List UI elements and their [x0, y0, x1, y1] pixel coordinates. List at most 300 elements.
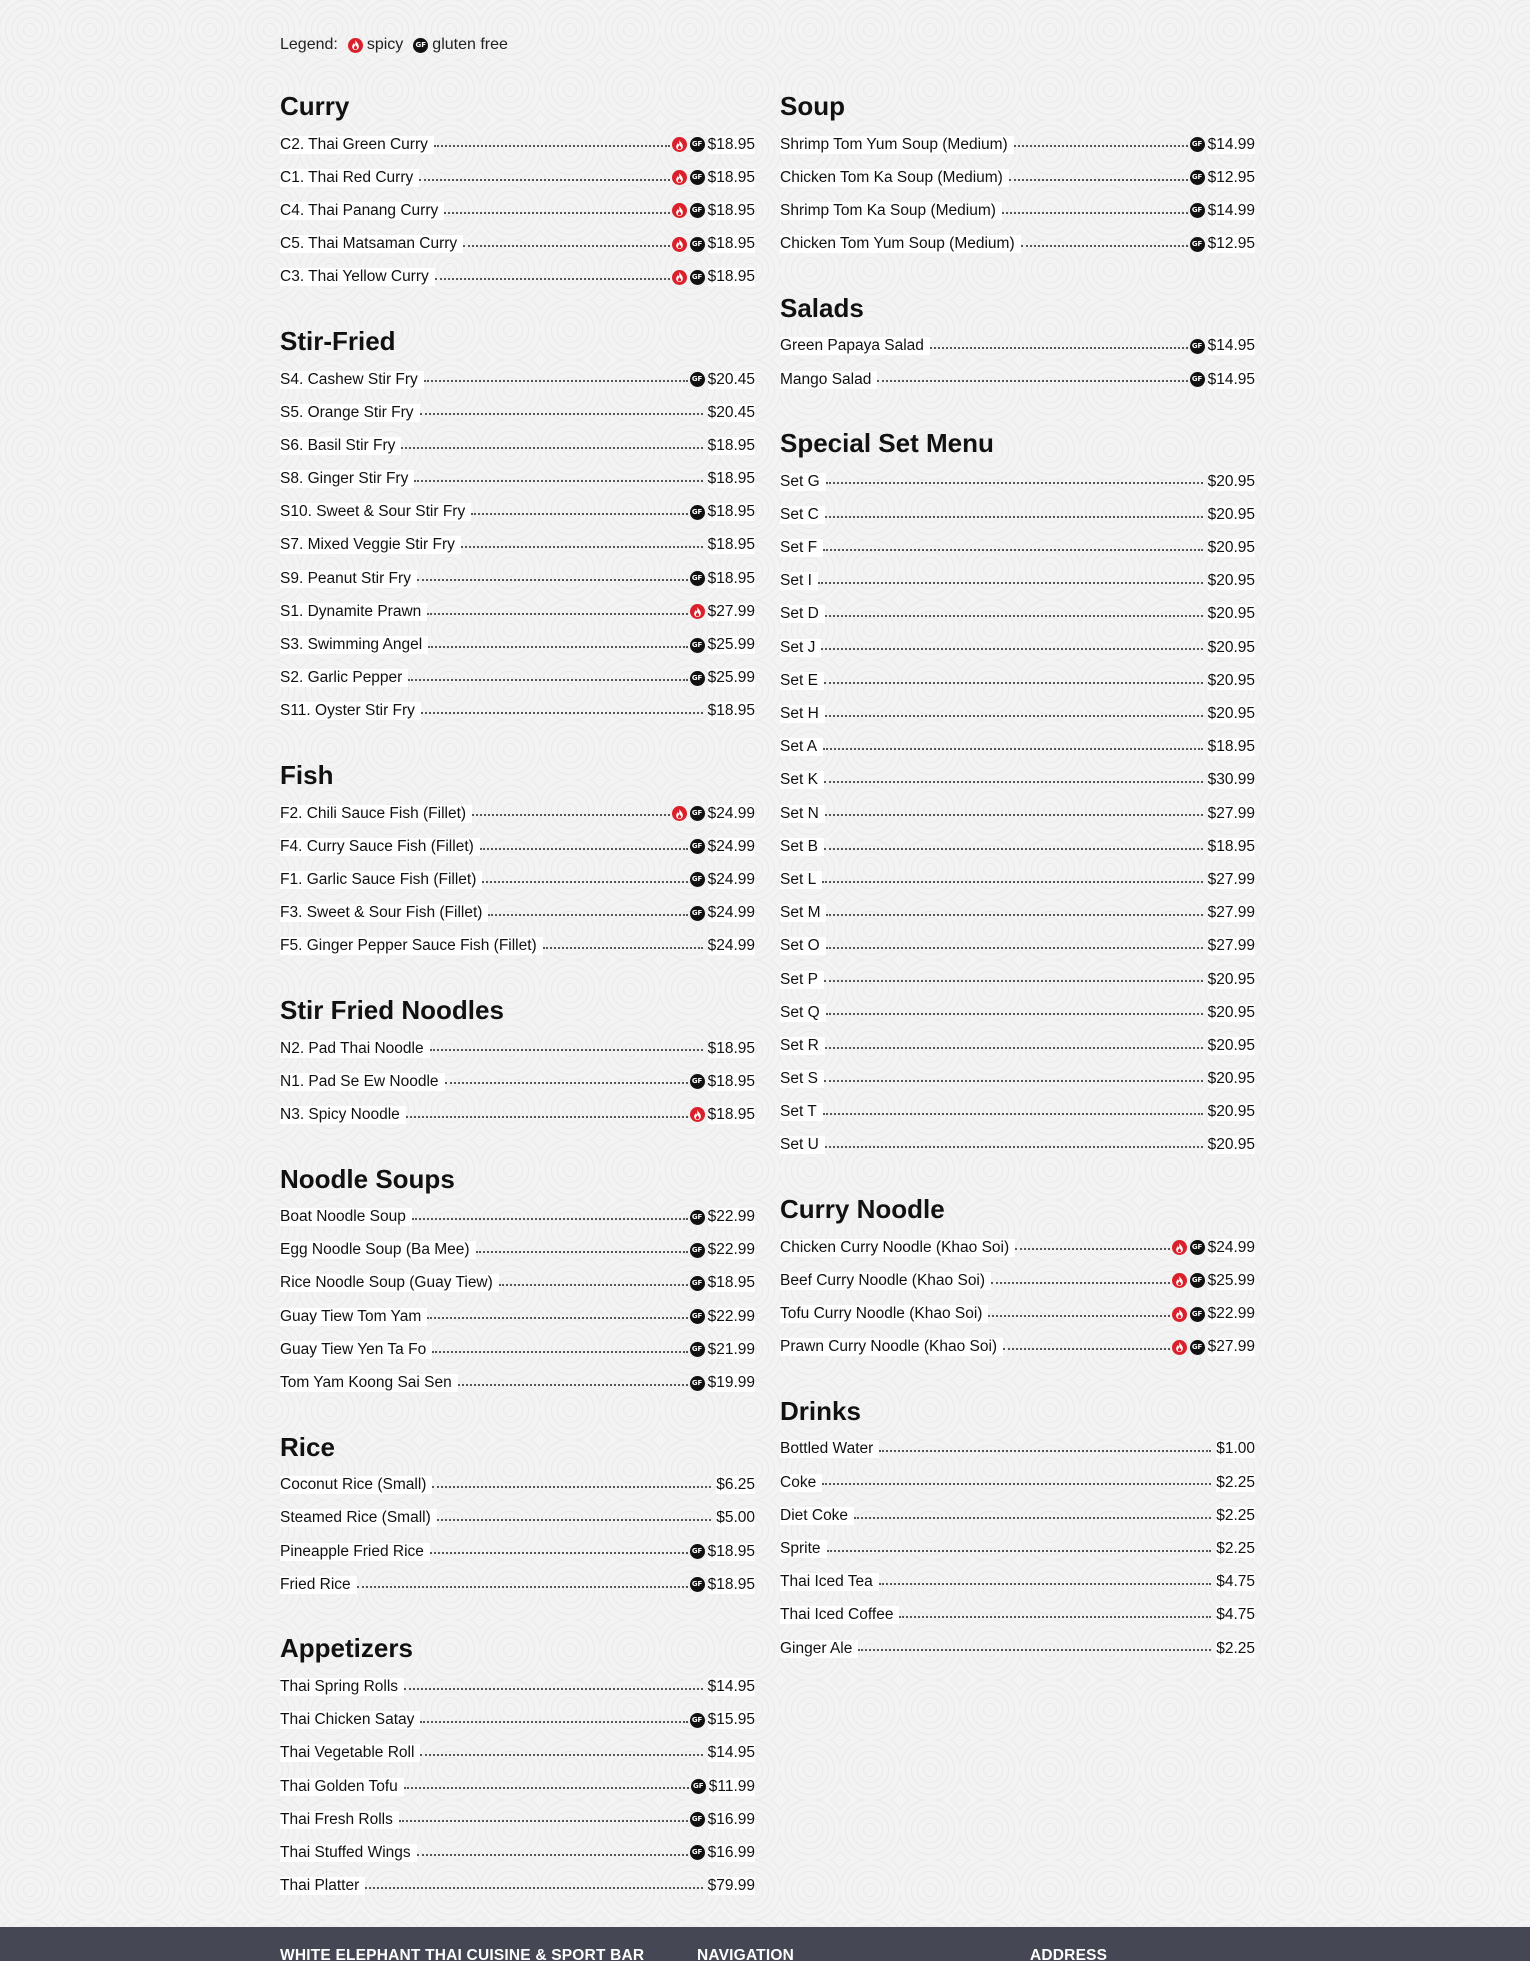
menu-item-price: $2.25 [1216, 1473, 1255, 1491]
menu-item [780, 797, 1255, 830]
dot-leader [401, 433, 702, 449]
menu-item [280, 562, 755, 595]
menu-item-name: Thai Stuffed Wings [280, 1844, 417, 1862]
dot-leader [435, 265, 670, 281]
menu-item-price: $1.00 [1216, 1440, 1255, 1458]
spicy-icon [672, 806, 687, 821]
dot-leader [824, 668, 1203, 684]
menu-item [280, 930, 755, 963]
menu-item-name: S11. Oyster Stir Fry [280, 702, 421, 720]
menu-item-price: $14.99 [1207, 135, 1255, 153]
menu-item [280, 897, 755, 930]
section-title: Soup [780, 91, 845, 121]
dot-leader [444, 198, 669, 214]
menu-item-price: $27.99 [1207, 1338, 1255, 1356]
dot-leader [488, 900, 687, 916]
menu-item [780, 631, 1255, 664]
gluten-free-icon: GF [690, 906, 705, 921]
menu-item-name: Tofu Curry Noodle (Khao Soi) [780, 1305, 988, 1323]
dot-leader [476, 1238, 688, 1254]
dot-leader [482, 867, 687, 883]
dietary-icons [690, 1210, 705, 1225]
menu-item-price: $20.95 [1207, 505, 1255, 523]
dietary-icons [690, 638, 705, 653]
dot-leader [430, 1036, 703, 1052]
menu-item [780, 830, 1255, 863]
dot-leader [825, 1133, 1203, 1149]
menu-item-price: $12.95 [1207, 235, 1255, 253]
gluten-free-icon: GF [1190, 1307, 1205, 1322]
menu-section [780, 288, 1255, 396]
dot-leader [823, 1100, 1203, 1116]
section-title: Appetizers [280, 1633, 413, 1664]
dietary-icons [672, 237, 705, 252]
menu-item-price: $27.99 [1207, 870, 1255, 888]
gluten-free-icon: GF [413, 38, 428, 53]
menu-item-name: Bottled Water [780, 1440, 879, 1458]
menu-item-price: $18.95 [707, 1039, 755, 1057]
menu-item-name: N1. Pad Se Ew Noodle [280, 1073, 445, 1091]
gluten-free-icon: GF [690, 1713, 705, 1728]
dietary-icons [690, 571, 705, 586]
dietary-icons [690, 1342, 705, 1357]
legend-spicy [348, 36, 403, 54]
menu-item-name: Boat Noodle Soup [280, 1208, 412, 1226]
menu-item [280, 1770, 755, 1803]
menu-item-name: Egg Noodle Soup (Ba Mee) [280, 1241, 476, 1259]
menu-item [780, 128, 1255, 161]
menu-item [780, 1029, 1255, 1062]
menu-item [280, 1201, 755, 1234]
menu-item-price: $20.95 [1207, 1036, 1255, 1054]
menu-item [780, 1264, 1255, 1297]
menu-item [780, 1532, 1255, 1565]
menu-item-price: $19.99 [707, 1374, 755, 1392]
dot-leader [991, 1268, 1170, 1284]
menu-item-name: Chicken Curry Noodle (Khao Soi) [780, 1239, 1015, 1257]
gluten-free-icon: GF [1190, 170, 1205, 185]
section-title: Salads [780, 292, 864, 323]
menu-item-price: $25.99 [1207, 1271, 1255, 1289]
gluten-free-icon: GF [690, 505, 705, 520]
gluten-free-icon: GF [690, 170, 705, 185]
gluten-free-icon: GF [1190, 1240, 1205, 1255]
menu-item-price: $14.95 [1207, 370, 1255, 388]
menu-item-price: $24.99 [707, 937, 755, 955]
menu-item-name: Set C [780, 506, 825, 524]
dot-leader [825, 602, 1203, 618]
spicy-icon [348, 38, 363, 53]
gluten-free-icon: GF [690, 872, 705, 887]
menu-item-price: $4.75 [1216, 1573, 1255, 1591]
dot-leader [1015, 1235, 1169, 1251]
menu-item-name: Chicken Tom Ka Soup (Medium) [780, 169, 1009, 187]
dot-leader [899, 1603, 1211, 1619]
menu-item [780, 897, 1255, 930]
menu-item-name: Set P [780, 971, 824, 989]
menu-item-name: F3. Sweet & Sour Fish (Fillet) [280, 904, 488, 922]
dot-leader [825, 701, 1203, 717]
menu-column-left [280, 86, 755, 1930]
menu-item-name: Shrimp Tom Ka Soup (Medium) [780, 202, 1002, 220]
menu-item-price: $15.95 [707, 1711, 755, 1729]
dot-leader [826, 934, 1203, 950]
dot-leader [434, 132, 670, 148]
dietary-icons [1190, 203, 1205, 218]
menu-item-price: $6.25 [716, 1476, 755, 1494]
menu-item [780, 731, 1255, 764]
menu-item [280, 797, 755, 830]
menu-item [780, 330, 1255, 363]
menu-item [280, 463, 755, 496]
menu-item-name: Set F [780, 539, 823, 557]
dietary-icons [690, 1309, 705, 1324]
menu-section [280, 755, 755, 963]
menu-item-name: Set E [780, 672, 824, 690]
menu-item-price: $27.99 [1207, 804, 1255, 822]
menu-item-name: F5. Ginger Pepper Sauce Fish (Fillet) [280, 937, 543, 955]
dot-leader [404, 1674, 703, 1690]
menu-item-price: $20.95 [1207, 705, 1255, 723]
menu-item-price: $14.95 [707, 1677, 755, 1695]
dietary-icons [690, 1713, 705, 1728]
menu-item-price: $27.99 [1207, 937, 1255, 955]
menu-section [780, 423, 1255, 1162]
menu-item-price: $25.99 [707, 669, 755, 687]
menu-item-name: Set R [780, 1037, 825, 1055]
dietary-icons [690, 372, 705, 387]
menu-item [280, 628, 755, 661]
menu-item [280, 1836, 755, 1869]
dietary-icons [690, 1812, 705, 1827]
section-title: Curry [280, 91, 350, 121]
menu-item [280, 228, 755, 261]
gluten-free-icon: GF [690, 137, 705, 152]
section-title: Fish [280, 760, 334, 790]
dot-leader [879, 1569, 1211, 1585]
dietary-icons [690, 671, 705, 686]
menu-item-price: $18.95 [707, 168, 755, 186]
footer-brand: WHITE ELEPHANT THAI CUISINE & SPORT BAR [280, 1947, 645, 1961]
dot-leader [822, 1470, 1211, 1486]
dot-leader [480, 834, 688, 850]
dietary-icons [690, 872, 705, 887]
dot-leader [1002, 198, 1188, 214]
dot-leader [432, 1472, 711, 1488]
dietary-icons [690, 1276, 705, 1291]
dot-leader [824, 1066, 1203, 1082]
menu-item-name: Sprite [780, 1540, 827, 1558]
dot-leader [822, 867, 1202, 883]
menu-item-price: $18.95 [707, 536, 755, 554]
menu-item [280, 1704, 755, 1737]
menu-item-name: C3. Thai Yellow Curry [280, 268, 435, 286]
menu-item-name: Set S [780, 1070, 824, 1088]
menu-item [780, 194, 1255, 227]
menu-item-name: F4. Curry Sauce Fish (Fillet) [280, 838, 480, 856]
menu-item-price: $18.95 [707, 1575, 755, 1593]
menu-item-price: $18.95 [707, 470, 755, 488]
dietary-icons [690, 1544, 705, 1559]
menu-item-price: $18.95 [707, 436, 755, 454]
menu-item-name: Prawn Curry Noodle (Khao Soi) [780, 1338, 1003, 1356]
menu-item-name: Rice Noodle Soup (Guay Tiew) [280, 1274, 499, 1292]
menu-item [280, 161, 755, 194]
menu-item [780, 465, 1255, 498]
dot-leader [417, 1840, 688, 1856]
dietary-icons [690, 1107, 705, 1122]
menu-item-price: $18.95 [1207, 837, 1255, 855]
menu-item-price: $27.99 [707, 602, 755, 620]
dot-leader [414, 466, 702, 482]
menu-item-price: $24.99 [707, 804, 755, 822]
dot-leader [821, 635, 1202, 651]
menu-item-name: Thai Fresh Rolls [280, 1811, 399, 1829]
menu-item-price: $22.99 [707, 1241, 755, 1259]
dot-leader [930, 334, 1188, 350]
menu-item-name: Set G [780, 473, 826, 491]
menu-item [780, 228, 1255, 261]
menu-item-price: $4.75 [1216, 1606, 1255, 1624]
menu-item-name: Set O [780, 937, 826, 955]
legend-gluten-free [413, 36, 508, 54]
gluten-free-icon: GF [690, 671, 705, 686]
menu-item-price: $20.95 [1207, 1136, 1255, 1154]
dot-leader [430, 1539, 688, 1555]
menu-item-name: S5. Orange Stir Fry [280, 404, 420, 422]
dot-leader [420, 1707, 687, 1723]
spicy-icon [672, 137, 687, 152]
gluten-free-icon: GF [690, 1342, 705, 1357]
menu-item-name: S9. Peanut Stir Fry [280, 570, 417, 588]
menu-item-name: S6. Basil Stir Fry [280, 437, 401, 455]
dot-leader [463, 231, 669, 247]
gluten-free-icon: GF [690, 1845, 705, 1860]
menu-item [280, 1065, 755, 1098]
menu-item-name: S1. Dynamite Prawn [280, 603, 427, 621]
menu-item-price: $22.99 [1207, 1305, 1255, 1323]
legend-gf-label: gluten free [432, 36, 508, 53]
menu-item-price: $24.99 [707, 904, 755, 922]
menu-item-price: $25.99 [707, 636, 755, 654]
menu-item-name: Fried Rice [280, 1576, 357, 1594]
menu-item [280, 529, 755, 562]
legend [280, 36, 508, 54]
menu-item-price: $18.95 [707, 1542, 755, 1560]
menu-item [280, 261, 755, 294]
dot-leader [826, 900, 1202, 916]
gluten-free-icon: GF [690, 1544, 705, 1559]
spicy-icon [1172, 1340, 1187, 1355]
menu-item-price: $18.95 [707, 1072, 755, 1090]
dot-leader [1021, 231, 1188, 247]
menu-item-name: S4. Cashew Stir Fry [280, 371, 424, 389]
menu-item [280, 1098, 755, 1131]
menu-item [780, 498, 1255, 531]
menu-item-price: $18.95 [707, 268, 755, 286]
gluten-free-icon: GF [690, 806, 705, 821]
dietary-icons [690, 1376, 705, 1391]
menu-section [280, 1628, 755, 1902]
menu-item-name: C1. Thai Red Curry [280, 169, 419, 187]
gluten-free-icon: GF [1190, 339, 1205, 354]
spicy-icon [1172, 1273, 1187, 1288]
section-title: Drinks [780, 1395, 861, 1426]
menu-item [780, 1129, 1255, 1162]
menu-item-name: Thai Iced Tea [780, 1573, 879, 1591]
menu-item [280, 1366, 755, 1399]
dot-leader [404, 1774, 689, 1790]
dot-leader [825, 801, 1203, 817]
menu-item-name: F1. Garlic Sauce Fish (Fillet) [280, 871, 482, 889]
dietary-icons [1190, 170, 1205, 185]
dot-leader [419, 165, 669, 181]
menu-item [780, 863, 1255, 896]
dot-leader [823, 734, 1203, 750]
dot-leader [824, 967, 1203, 983]
menu-item-name: Set I [780, 572, 818, 590]
dot-leader [827, 1536, 1212, 1552]
menu-item [280, 1267, 755, 1300]
menu-item-name: Thai Chicken Satay [280, 1711, 420, 1729]
menu-item-name: C4. Thai Panang Curry [280, 202, 444, 220]
section-title: Stir-Fried [280, 325, 396, 356]
menu-item-name: Green Papaya Salad [780, 337, 930, 355]
dietary-icons [1190, 137, 1205, 152]
dot-leader [424, 367, 688, 383]
menu-item-price: $20.95 [1207, 572, 1255, 590]
menu-item-price: $12.95 [1207, 168, 1255, 186]
dietary-icons [1172, 1240, 1205, 1255]
menu-item-name: Thai Spring Rolls [280, 1678, 404, 1696]
menu-item-name: Set M [780, 904, 826, 922]
dot-leader [461, 533, 703, 549]
menu-item-price: $18.95 [707, 1274, 755, 1292]
dot-leader [365, 1873, 702, 1889]
menu-item-name: Set B [780, 838, 824, 856]
dot-leader [1009, 165, 1188, 181]
dietary-icons [690, 1845, 705, 1860]
menu-item-name: Set N [780, 805, 825, 823]
gluten-free-icon: GF [690, 638, 705, 653]
dot-leader [858, 1636, 1211, 1652]
menu-item-price: $18.95 [1207, 738, 1255, 756]
menu-item-price: $24.99 [707, 870, 755, 888]
menu-item [780, 565, 1255, 598]
spicy-icon [672, 237, 687, 252]
menu-item [780, 697, 1255, 730]
menu-item [780, 1297, 1255, 1330]
menu-item-name: Set T [780, 1103, 823, 1121]
menu-section [280, 86, 755, 294]
menu-item-price: $20.95 [1207, 638, 1255, 656]
dietary-icons [690, 1243, 705, 1258]
menu-item [780, 598, 1255, 631]
menu-item [280, 1234, 755, 1267]
gluten-free-icon: GF [690, 270, 705, 285]
section-title: Special Set Menu [780, 428, 994, 459]
menu-item [280, 695, 755, 728]
menu-item-price: $18.95 [707, 135, 755, 153]
footer-navigation-title: NAVIGATION [697, 1947, 795, 1961]
menu-item-price: $20.95 [1207, 671, 1255, 689]
gluten-free-icon: GF [690, 1309, 705, 1324]
dietary-icons [1172, 1273, 1205, 1288]
menu-item [280, 396, 755, 429]
menu-section [280, 1159, 755, 1400]
menu-item [280, 1737, 755, 1770]
menu-item-name: Mango Salad [780, 371, 877, 389]
dot-leader [471, 500, 687, 516]
menu-item-price: $21.99 [707, 1340, 755, 1358]
menu-item-price: $2.25 [1216, 1639, 1255, 1657]
menu-item [780, 1632, 1255, 1665]
dot-leader [417, 566, 688, 582]
legend-label: Legend: [280, 36, 338, 53]
menu-column-right [780, 86, 1255, 1692]
menu-item-name: Set Q [780, 1004, 826, 1022]
menu-item-price: $14.99 [1207, 201, 1255, 219]
dot-leader [543, 934, 703, 950]
dot-leader [428, 632, 687, 648]
menu-item-name: Thai Iced Coffee [780, 1606, 899, 1624]
menu-item-price: $18.95 [707, 702, 755, 720]
menu-item-price: $30.99 [1207, 771, 1255, 789]
menu-item-name: Guay Tiew Yen Ta Fo [280, 1341, 432, 1359]
dot-leader [427, 1304, 687, 1320]
menu-item-price: $24.99 [1207, 1238, 1255, 1256]
gluten-free-icon: GF [690, 1243, 705, 1258]
menu-item-price: $20.95 [1207, 1070, 1255, 1088]
menu-item-price: $27.99 [1207, 904, 1255, 922]
menu-item-name: S8. Ginger Stir Fry [280, 470, 414, 488]
gluten-free-icon: GF [690, 237, 705, 252]
menu-item [280, 662, 755, 695]
dot-leader [879, 1437, 1211, 1453]
menu-item-name: Steamed Rice (Small) [280, 1509, 437, 1527]
dietary-icons [690, 1074, 705, 1089]
menu-item-name: Diet Coke [780, 1507, 854, 1525]
dot-leader [432, 1337, 687, 1353]
dietary-icons [672, 137, 705, 152]
gluten-free-icon: GF [1190, 203, 1205, 218]
menu-item-name: Set J [780, 639, 821, 657]
spicy-icon [672, 170, 687, 185]
menu-item-name: Set D [780, 605, 825, 623]
menu-item [280, 1300, 755, 1333]
dot-leader [499, 1271, 688, 1287]
menu-item [280, 1502, 755, 1535]
menu-item-price: $20.45 [707, 403, 755, 421]
spicy-icon [1172, 1240, 1187, 1255]
gluten-free-icon: GF [1190, 1273, 1205, 1288]
dietary-icons [690, 505, 705, 520]
dot-leader [399, 1807, 688, 1823]
gluten-free-icon: GF [690, 1812, 705, 1827]
menu-item-price: $79.99 [707, 1877, 755, 1895]
section-title: Noodle Soups [280, 1163, 455, 1194]
menu-item-price: $20.95 [1207, 1103, 1255, 1121]
dot-leader [818, 569, 1203, 585]
spicy-icon [690, 604, 705, 619]
gluten-free-icon: GF [1190, 372, 1205, 387]
gluten-free-icon: GF [1190, 1340, 1205, 1355]
gluten-free-icon: GF [690, 571, 705, 586]
menu-item-price: $18.95 [707, 201, 755, 219]
menu-item-name: Set U [780, 1136, 825, 1154]
menu-section [280, 990, 755, 1132]
menu-section [280, 321, 755, 728]
